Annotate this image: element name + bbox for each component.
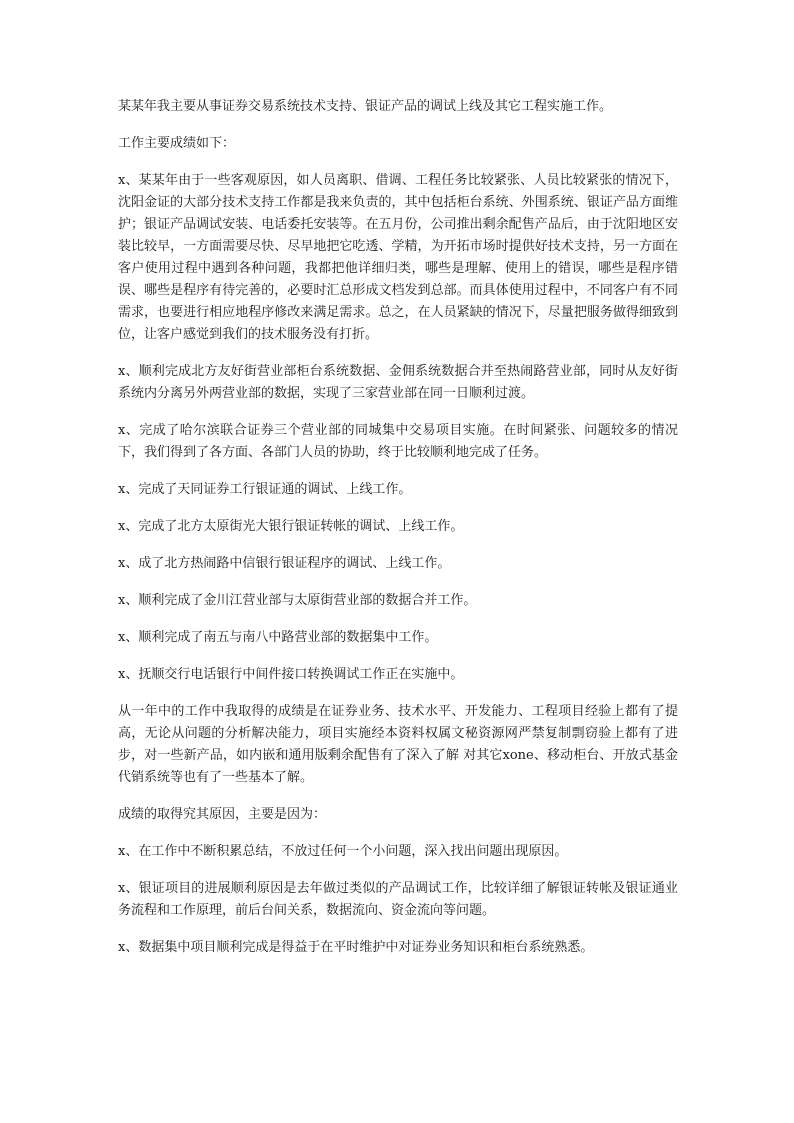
paragraph-item: x、抚顺交行电话银行中间件接口转换调试工作正在实施中。 (118, 667, 464, 682)
paragraph-reasons-heading: 成绩的取得究其原因，主要是因为： (118, 807, 327, 822)
paragraph-item: x、完成了北方太原街光大银行银证转帐的调试、上线工作。 (118, 519, 464, 534)
paragraph-item: x、顺利完成北方友好街营业部柜台系统数据、金佣系统数据合并至热闹路营业部，同时从友好街系统内分离另外两营业部的数据，实现了三家营业部在同一日顺利过渡。 (118, 364, 678, 401)
paragraph-reason: x、数据集中项目顺利完成是得益于在平时维护中对证券业务知识和柜台系统熟悉。 (118, 940, 594, 955)
paragraph-summary: 从一年中的工作中我取得的成绩是在证券业务、技术水平、开发能力、工程项目经验上都有了提高，无论从问题的分析解决能力，项目实施经本资料权属文秘资源网严禁复制剽窃验上都有了进步，对一些新产品，如内嵌和通用版剩余配售有了深入了解 对其它xone、移动柜台、开放式基金代销系统等也有了一些基本了解。 (118, 704, 678, 785)
paragraph-intro: 某某年我主要从事证券交易系统技术支持、银证产品的调试上线及其它工程实施工作。 (118, 99, 613, 114)
paragraph-reason: x、银证项目的进展顺利原因是去年做过类似的产品调试工作，比较详细了解银证转帐及银证通业务流程和工作原理，前后台间关系，数据流向、资金流向等问题。 (118, 881, 678, 918)
paragraph-achievements-heading: 工作主要成绩如下： (118, 136, 236, 151)
paragraph-item: x、顺利完成了金川江营业部与太原街营业部的数据合并工作。 (118, 593, 477, 608)
paragraph-item: x、某某年由于一些客观原因，如人员离职、借调、工程任务比较紧张、人员比较紧张的情况下，沈阳金证的大部分技术支持工作都是我来负责的，其中包括柜台系统、外围系统、银证产品方面维护；银证产品调试安装、电话委托安装等。在五月份，公司推出剩余配售产品后，由于沈阳地区安装比较早，一方面需要尽快、尽早地把它吃透、学精，为开拓市场时提供好技术支持，另一方面在客户使用过程中遇到各种问题，我都把他详细归类，哪些是理解、使用上的错误，哪些是程序错误、哪些是程序有待完善的，必要时汇总形成文档发到总部。而具体使用过程中，不同客户有不同需求，也要进行相应地程序修改来满足需求。总之，在人员紧缺的情况下，尽量把服务做得细致到位，让客户感觉到我们的技术服务没有打折。 (118, 173, 678, 342)
paragraph-reason: x、在工作中不断积累总结，不放过任何一个小问题，深入找出问题出现原因。 (118, 844, 568, 859)
paragraph-item: x、完成了哈尔滨联合证券三个营业部的同城集中交易项目实施。在时间紧张、问题较多的情况下，我们得到了各方面、各部门人员的协助，终于比较顺利地完成了任务。 (118, 423, 678, 460)
paragraph-item: x、顺利完成了南五与南八中路营业部的数据集中工作。 (118, 630, 438, 645)
paragraph-item: x、完成了天同证券工行银证通的调试、上线工作。 (118, 482, 412, 497)
paragraph-item: x、成了北方热闹路中信银行银证程序的调试、上线工作。 (118, 556, 451, 571)
document-body (118, 96, 678, 974)
